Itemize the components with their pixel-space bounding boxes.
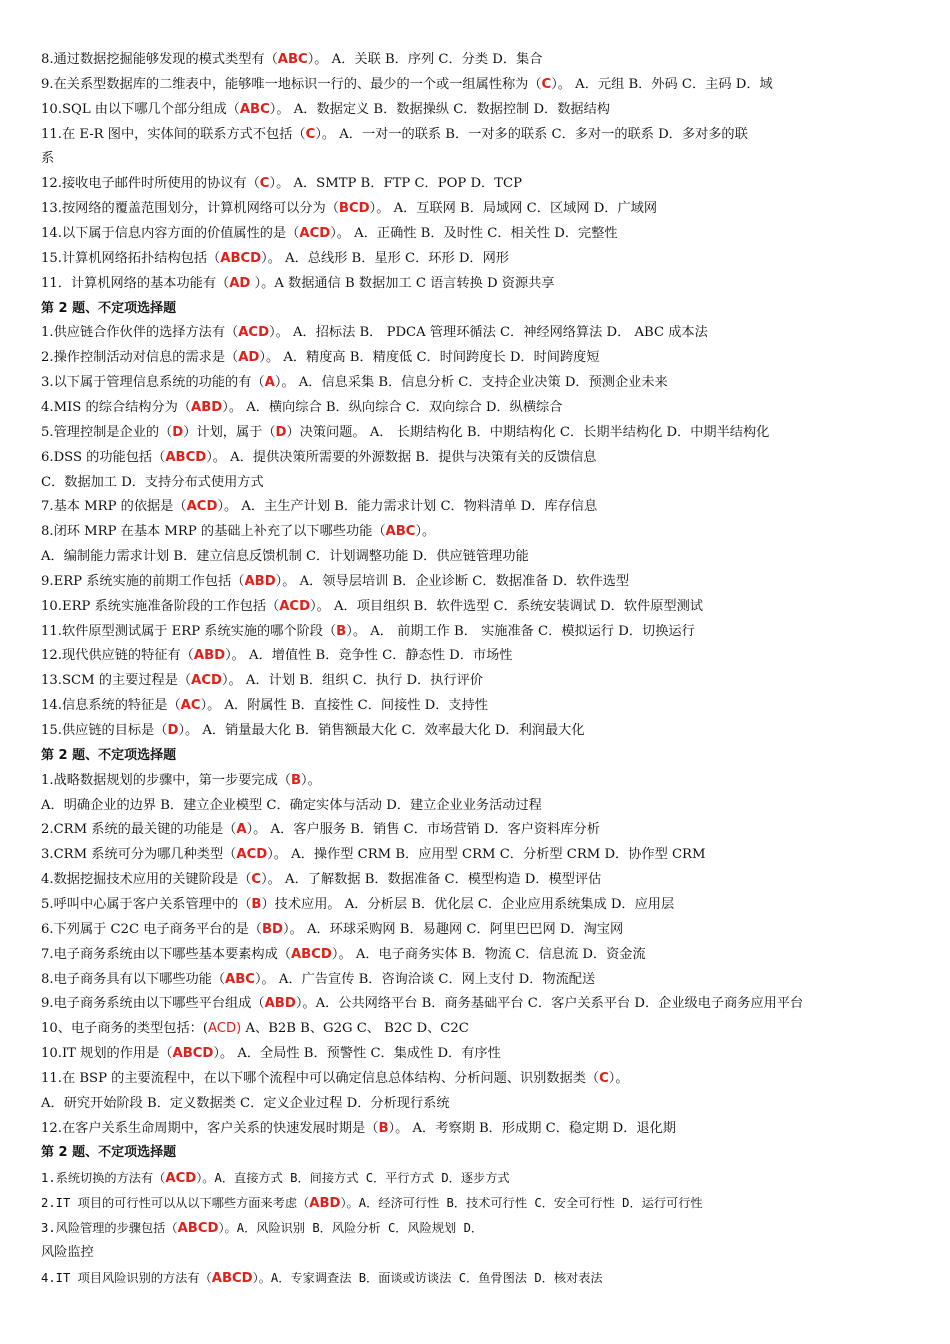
answer-key: A [236, 822, 247, 838]
question-text: 7.基本 MRP 的依据是（ [41, 499, 187, 515]
options-text: ）。 A．数据定义 B．数据操纵 C．数据控制 D．数据结构 [269, 101, 610, 117]
answer-key: B [378, 1120, 389, 1136]
answer-key: D [167, 723, 179, 738]
options-text: ）。A 数据通信 B 数据加工 C 语言转换 D 资源共享 [250, 275, 555, 291]
question-text: 14.信息系统的特征是（ [41, 698, 181, 714]
question-text: ）计划，属于（ [183, 424, 276, 440]
question-line [41, 175, 914, 193]
options-text: ）。A．公共网络平台 B．商务基础平台 C．客户关系平台 D．企业级电子商务应用平台 [295, 996, 804, 1012]
question-line [41, 598, 914, 616]
question-line [41, 921, 914, 939]
question-line [41, 76, 914, 94]
answer-key: B [336, 623, 347, 639]
answer-key: B [251, 896, 262, 912]
question-text: 6.DSS 的功能包括（ [41, 449, 166, 465]
answer-key: ABD [193, 648, 226, 664]
options-text: ）。 A．提供决策所需要的外源数据 B．提供与决策有关的反馈信息 [206, 449, 597, 465]
question-line [41, 250, 914, 268]
question-text: 4.MIS 的综合结构分为（ [41, 399, 192, 415]
answer-key: BCD [338, 201, 370, 217]
options-text: ）。 A．附属性 B．直接性 C．间接性 D．支持性 [200, 698, 488, 714]
question-line [41, 126, 914, 144]
options-text: ）。 A．领导层培训 B．企业诊断 C．数据准备 D．软件选型 [275, 573, 630, 589]
question-text: 10.ERP 系统实施准备阶段的工作包括（ [41, 598, 280, 614]
answer-key: C [259, 176, 270, 192]
question-line [41, 672, 914, 690]
answer-key: ABCD [220, 250, 262, 266]
question-line [41, 225, 914, 243]
options-text: ）。 A．销量最大化 B．销售额最大化 C．效率最大化 D．利润最大化 [178, 723, 585, 738]
options-text: ）。 A．考察期 B．形成期 C．稳定期 D．退化期 [388, 1120, 676, 1136]
question-text: 11．计算机网络的基本功能有（ [41, 275, 230, 291]
continuation-text: A．编制能力需求计划 B．建立信息反馈机制 C．计划调整功能 D．供应链管理功能 [41, 549, 529, 564]
question-text: 8.闭环 MRP 在基本 MRP 的基础上补充了以下哪些功能（ [41, 524, 386, 540]
question-text: 5.管理控制是企业的（ [41, 424, 173, 440]
question-text: 7.电子商务系统由以下哪些基本要素构成（ [41, 946, 291, 962]
question-text: 12.现代供应链的特征有（ [41, 648, 194, 664]
question-line [41, 101, 914, 119]
options-text: ）。 A．全局性 B．预警性 C．集成性 D．有序性 [213, 1046, 501, 1061]
answer-key: ABCD [177, 1221, 219, 1236]
question-text: 1.供应链合作伙伴的选择方法有（ [41, 325, 239, 341]
answer-key: D [275, 424, 287, 440]
question-line [41, 1120, 914, 1138]
question-text: 12.接收电子邮件时所使用的协议有（ [41, 176, 260, 192]
answer-key: ABD [191, 399, 223, 415]
answer-key: ACD [191, 673, 222, 689]
options-text: ）。 A．精度高 B．精度低 C．时间跨度长 D．时间跨度短 [259, 350, 600, 366]
question-text: 1.战略数据规划的步骤中，第一步要完成（ [41, 772, 291, 788]
question-text: 11.在 E-R 图中，实体间的联系方式不包括（ [41, 126, 306, 142]
question-line [41, 821, 914, 839]
options-text: ）技术应用。 A．分析层 B．优化层 C．企业应用系统集成 D．应用层 [261, 896, 675, 912]
question-text: 10、电子商务的类型包括：( [41, 1021, 208, 1037]
question-text: 2.操作控制活动对信息的需求是（ [41, 350, 239, 366]
answer-key: ABC [239, 101, 270, 117]
answer-key: C [541, 76, 552, 92]
answer-key: ABCD [290, 946, 332, 962]
question-text: 12.在客户关系生命周期中，客户关系的快速发展时期是（ [41, 1120, 379, 1136]
question-line [41, 374, 914, 392]
answer-key: ABD [309, 1196, 341, 1212]
answer-key: A [264, 375, 275, 391]
continuation-text: 系 [41, 151, 55, 167]
options-text: ）。 A． 前期工作 B． 实施准备 C．模拟运行 D．切换运行 [346, 623, 695, 639]
options-text: ）。 [301, 772, 321, 788]
options-text: ）。 A．横向综合 B．纵向综合 C．双向综合 D．纵横综合 [222, 399, 563, 415]
options-text: ）。 A．主生产计划 B．能力需求计划 C．物料清单 D．库存信息 [217, 499, 598, 515]
question-line [41, 275, 914, 293]
section-heading: 第 2 题、不定项选择题 [41, 747, 177, 763]
answer-key: ACD) [208, 1021, 242, 1037]
options-text: ）。 A．正确性 B．及时性 C．相关性 D．完整性 [330, 226, 618, 241]
answer-key: AC [180, 698, 201, 714]
question-text: 1.系统切换的方法有（ [41, 1171, 166, 1186]
question-line [41, 846, 914, 864]
answer-key: ABCD [172, 1046, 214, 1061]
continuation-text: A．研究开始阶段 B．定义数据类 C．定义企业过程 D．分析现行系统 [41, 1095, 450, 1111]
question-line [41, 1070, 914, 1088]
options-text: ）。 A．电子商务实体 B．物流 C．信息流 D．资金流 [331, 946, 646, 962]
question-line [41, 324, 914, 342]
options-text: ）。 A．关联 B．序列 C．分类 D．集合 [307, 52, 543, 67]
question-line [41, 449, 914, 467]
options-text: ）。 A．了解数据 B．数据准备 C．模型构造 D．模型评估 [261, 872, 602, 888]
answer-key: AD [229, 275, 251, 291]
question-line [41, 871, 914, 889]
question-text: 15.供应链的目标是（ [41, 723, 168, 738]
question-text: 11.软件原型测试属于 ERP 系统实施的哪个阶段（ [41, 623, 337, 639]
answer-key: ACD [279, 598, 311, 614]
question-line [41, 971, 914, 989]
answer-key: C [599, 1070, 609, 1086]
options-text: ）决策问题。 A． 长期结构化 B．中期结构化 C．长期半结构化 D．中期半结构化 [286, 424, 770, 440]
section-heading: 第 2 题、不定项选择题 [41, 1145, 177, 1161]
question-line [41, 946, 914, 964]
question-line [41, 399, 914, 417]
options-text: ）。 [608, 1070, 629, 1086]
continuation-text: 风险监控 [41, 1244, 94, 1260]
answer-key: ACD [236, 847, 268, 863]
options-text: ）。 A．操作型 CRM B．应用型 CRM C．分析型 CRM D．协作型 CRM [267, 847, 706, 863]
question-text: 8.电子商务具有以下哪些功能（ [41, 971, 226, 987]
question-text: 15.计算机网络拓扑结构包括（ [41, 250, 221, 266]
question-text: 3.以下属于管理信息系统的功能的有（ [41, 375, 265, 391]
question-text: 6.下列属于 C2C 电子商务平台的是（ [41, 921, 262, 937]
question-line [41, 200, 914, 218]
question-line [41, 523, 914, 541]
question-text: 10.SQL 由以下哪几个部分组成（ [41, 101, 240, 117]
question-line [41, 1219, 914, 1237]
continuation-text: A．明确企业的边界 B．建立企业模型 C．确定实体与活动 D．建立企业业务活动过程 [41, 797, 542, 813]
question-text: 3.风险管理的步骤包括（ [41, 1221, 178, 1235]
answer-key: C [305, 126, 316, 142]
options-text: ）。 A．信息采集 B．信息分析 C．支持企业决策 D．预测企业未来 [274, 375, 668, 391]
question-text: 10.IT 规划的作用是（ [41, 1046, 173, 1061]
options-text: ）。 A．计划 B．组织 C．执行 D．执行评价 [221, 673, 483, 689]
question-text: 3.CRM 系统可分为哪几种类型（ [41, 847, 237, 863]
question-text: 14.以下属于信息内容方面的价值属性的是（ [41, 226, 300, 241]
section-heading: 第 2 题、不定项选择题 [41, 300, 177, 316]
answer-key: BD [261, 921, 283, 937]
options-text: ）。A．直接方式 B．间接方式 C．平行方式 D．逐步方式 [196, 1171, 510, 1186]
question-text: 2.CRM 系统的最关键的功能是（ [41, 822, 237, 838]
options-text: ）。 A．环球采购网 B．易趣网 C．阿里巴巴网 D．淘宝网 [282, 921, 624, 937]
options-text: ）。 A．增值性 B．竞争性 C．静态性 D．市场性 [225, 648, 513, 664]
question-line [41, 573, 914, 591]
options-text: ）。A．经济可行性 B．技术可行性 C．安全可行性 D．运行可行性 [340, 1196, 703, 1211]
answer-key: ACD [186, 499, 218, 515]
question-line [41, 697, 914, 715]
options-text: ）。A．专家调查法 B．面谈或访谈法 C．鱼骨图法 D．核对表法 [252, 1270, 603, 1285]
options-text: ）。 [415, 524, 436, 540]
options-text: ）。 A．总线形 B．星形 C．环形 D．网形 [261, 250, 509, 266]
answer-key: C [251, 872, 262, 888]
answer-key: AD [238, 350, 260, 366]
question-line [41, 1269, 914, 1287]
question-line [41, 623, 914, 641]
continuation-text: C．数据加工 D．支持分布式使用方式 [41, 474, 264, 490]
question-text: 9.ERP 系统实施的前期工作包括（ [41, 573, 245, 589]
question-line [41, 349, 914, 367]
question-text: 4.IT 项目风险识别的方法有（ [41, 1270, 212, 1285]
question-line [41, 722, 914, 740]
options-text: ）。 A．一对一的联系 B．一对多的联系 C．多对一的联系 D．多对多的联 [315, 126, 748, 142]
answer-key: ABD [244, 573, 276, 589]
question-line [41, 1045, 914, 1063]
question-text: 5.呼叫中心属于客户关系管理中的（ [41, 896, 252, 912]
answer-key: ABC [385, 524, 416, 540]
options-text: ）。A．风险识别 B．风险分析 C．风险规划 D． [218, 1221, 484, 1235]
options-text: ）。 A．项目组织 B．软件选型 C．系统安装调试 D．软件原型测试 [310, 598, 703, 614]
answer-key: ABD [264, 996, 296, 1012]
question-text: 13.按网络的覆盖范围划分，计算机网络可以分为（ [41, 201, 339, 217]
question-line [41, 647, 914, 665]
answer-key: ABCD [165, 449, 207, 465]
question-line [41, 995, 914, 1013]
options-text: ）。 A．客户服务 B．销售 C．市场营销 D．客户资料库分析 [246, 822, 600, 838]
question-line [41, 896, 914, 914]
options-text: ）。 A．SMTP B．FTP C．POP D．TCP [269, 176, 522, 192]
options-text: ）。 A．招标法 B． PDCA 管理环循法 C．神经网络算法 D． ABC 成本法 [269, 325, 708, 341]
answer-key: ABC [277, 52, 308, 67]
answer-key: ABC [225, 971, 255, 987]
answer-key: D [172, 424, 184, 440]
question-text: 4.数据挖掘技术应用的关键阶段是（ [41, 872, 252, 888]
answer-key: ACD [165, 1171, 197, 1187]
options-text: ）。 A．互联网 B．局域网 C．区域网 D．广域网 [369, 201, 658, 217]
question-line [41, 772, 914, 790]
question-line [41, 1169, 914, 1187]
question-text: 2.IT 项目的可行性可以从以下哪些方面来考虑（ [41, 1196, 310, 1211]
question-line [41, 498, 914, 516]
question-line [41, 1020, 914, 1038]
answer-key: B [290, 772, 302, 788]
question-text: 9.电子商务系统由以下哪些平台组成（ [41, 996, 265, 1012]
question-text: 11.在 BSP 的主要流程中，在以下哪个流程中可以确定信息总体结构、分析问题、识别数据类（ [41, 1070, 600, 1086]
answer-key: ABCD [211, 1270, 253, 1286]
question-line [41, 51, 914, 69]
answer-key: ACD [238, 325, 270, 341]
question-text: 13.SCM 的主要过程是（ [41, 673, 192, 689]
question-text: 8.通过数据挖掘能够发现的模式类型有（ [41, 52, 278, 67]
options-text: ）。 A．广告宣传 B．咨询洽谈 C．网上支付 D．物流配送 [254, 971, 596, 987]
options-text: A、B2B B、G2G C、 B2C D、C2C [241, 1021, 469, 1037]
answer-key: ACD [299, 226, 331, 241]
question-line [41, 424, 914, 442]
question-line [41, 1194, 914, 1212]
options-text: ）。 A．元组 B．外码 C．主码 D．域 [551, 76, 773, 92]
question-text: 9.在关系型数据库的二维表中，能够唯一地标识一行的、最少的一个或一组属性称为（ [41, 76, 542, 92]
